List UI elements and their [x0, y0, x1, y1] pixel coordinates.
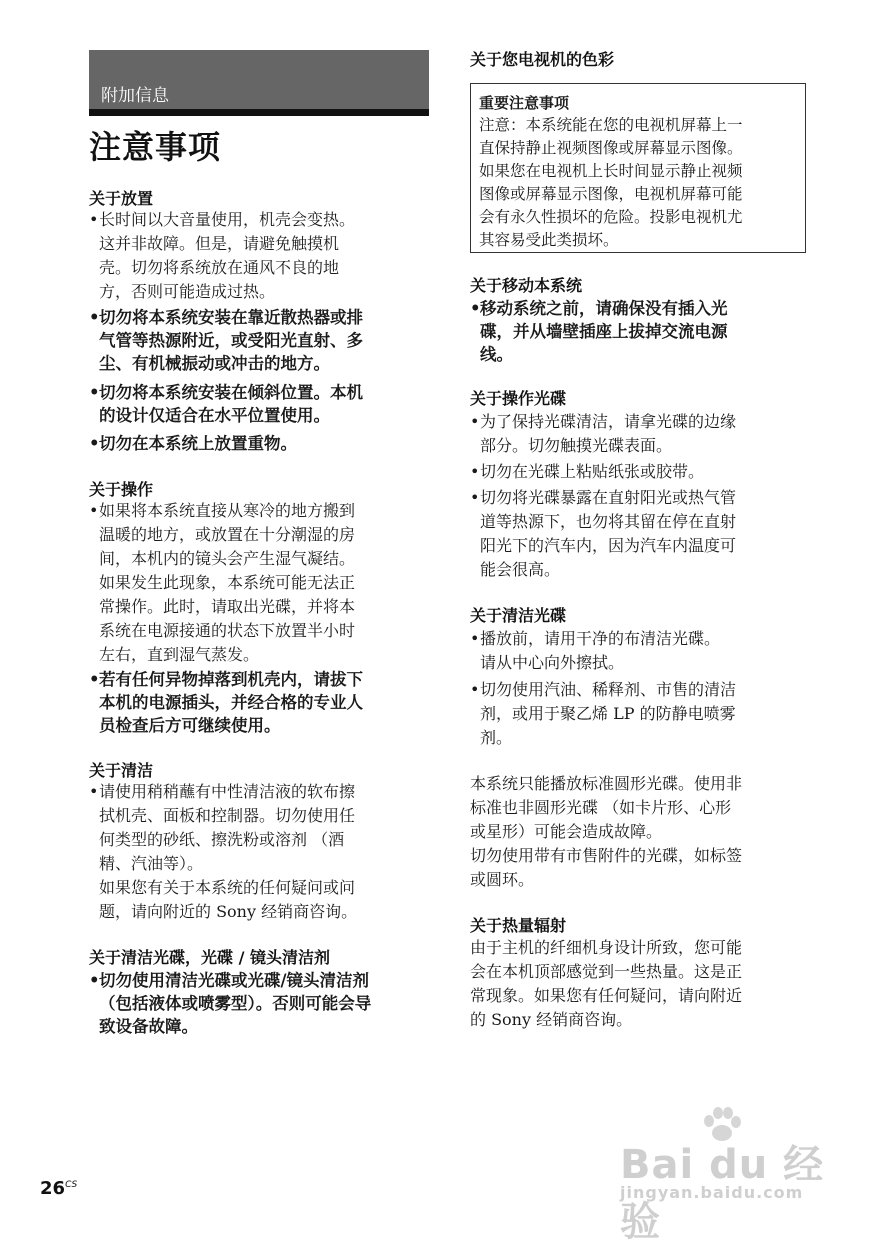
baidu-watermark	[620, 1105, 830, 1240]
heading-lens-cleaner: 关于清洁光碟，光碟 / 镜头清洁剂	[89, 948, 330, 967]
watermark-main: Bai du 经验	[620, 1142, 825, 1240]
header-rule	[89, 109, 429, 116]
placement-bullet-1: •长时间以大音量使用，机壳会变热。 这并非故障。但是，请避免触摸机 壳。切勿将系统放在通风不良的地 方，否则可能造成过热。	[89, 210, 356, 301]
notice-title: 重要注意事项	[479, 94, 570, 112]
heading-moving: 关于移动本系统	[470, 276, 583, 295]
watermark-url: jingyan.baidu.com	[620, 1183, 804, 1202]
operation-bullet-2: •若有任何异物掉落到机壳内，请拔下 本机的电源插头，并经合格的专业人 员检查后方可继续使用。	[89, 670, 363, 735]
heading-disc-cleaning: 关于清洁光碟	[470, 606, 567, 625]
page-title: 注意事项	[89, 128, 222, 166]
disc-handling-bullet-1: •为了保持光碟清洁，请拿光碟的边缘 部分。切勿触摸光碟表面。	[470, 412, 737, 455]
cleaning-bullet-1: •请使用稍稍蘸有中性清洁液的软布擦 拭机壳、面板和控制器。切勿使用任 何类型的砂纸、擦洗粉或溶剂 （酒 精、汽油等）。 如果您有关于本系统的任何疑问或问 题，请向附近的 Sony 经销商咨询。	[89, 782, 358, 921]
operation-bullet-1: •如果将本系统直接从寒冷的地方搬到 温暖的地方，或放置在十分潮湿的房 间，本机内的镜头会产生湿气凝结。 如果发生此现象，本系统可能无法正 常操作。此时，请取出光碟，并将本 系统在电源接通的状态下放置半小时 左右，直到湿气蒸发。	[89, 501, 356, 664]
heading-cleaning: 关于清洁	[89, 761, 154, 780]
placement-bullet-2: •切勿将本系统安装在靠近散热器或排 气管等热源附近，或受阳光直射、多 尘、有机械振动或冲击的地方。	[89, 308, 363, 373]
section-label: 附加信息	[101, 86, 169, 106]
heading-operation: 关于操作	[89, 480, 154, 499]
page-number: $26^{CS}$	[40, 1178, 78, 1199]
disc-shape-paragraph: 本系统只能播放标准圆形光碟。使用非 标准也非圆形光碟 （如卡片形、心形 或星形）可能会造成故障。 切勿使用带有市售附件的光碟，如标签 或圆环。	[470, 774, 743, 889]
heat-paragraph: 由于主机的纤细机身设计所致，您可能 会在本机顶部感觉到一些热量。这是正 常现象。如果您有任何疑问，请向附近 的 Sony 经销商咨询。	[470, 938, 743, 1029]
heading-disc-handling: 关于操作光碟	[470, 389, 567, 408]
heading-heat: 关于热量辐射	[470, 916, 567, 935]
placement-bullet-4: •切勿在本系统上放置重物。	[89, 434, 297, 453]
disc-handling-bullet-2: •切勿在光碟上粘贴纸张或胶带。	[470, 462, 705, 481]
placement-bullet-3: •切勿将本系统安装在倾斜位置。本机 的设计仅适合在水平位置使用。	[89, 383, 363, 425]
moving-bullet-1: •移动系统之前，请确保没有插入光 碟，并从墙壁插座上拔掉交流电源 线。	[470, 299, 728, 364]
heading-placement: 关于放置	[89, 189, 154, 208]
important-notice-box	[470, 83, 806, 253]
disc-cleaning-bullet-2: •切勿使用汽油、稀释剂、市售的清洁 剂，或用于聚乙烯 LP 的防静电喷雾 剂。	[470, 680, 737, 747]
page-suffix: CS	[65, 1180, 78, 1190]
notice-text: 注意：本系统能在您的电视机屏幕上一 直保持静止视频图像或屏幕显示图像。 如果您在电视机上长时间显示静止视频 图像或屏幕显示图像，电视机屏幕可能 会有永久性损坏的危险。投影电视机尤 其容易受此类损坏。	[479, 116, 743, 249]
heading-tv-color: 关于您电视机的色彩	[470, 50, 615, 69]
section-header-bar	[89, 50, 429, 116]
lens-bullet-1: •切勿使用清洁光碟或光碟/镜头清洁剂 （包括液体或喷雾型）。否则可能会导 致设备故障。	[89, 971, 372, 1036]
disc-handling-bullet-3: •切勿将光碟暴露在直射阳光或热气管 道等热源下，也勿将其留在停在直射 阳光下的汽车内，因为汽车内温度可 能会很高。	[470, 488, 737, 579]
disc-cleaning-bullet-1: •播放前，请用干净的布清洁光碟。 请从中心向外擦拭。	[470, 629, 721, 672]
